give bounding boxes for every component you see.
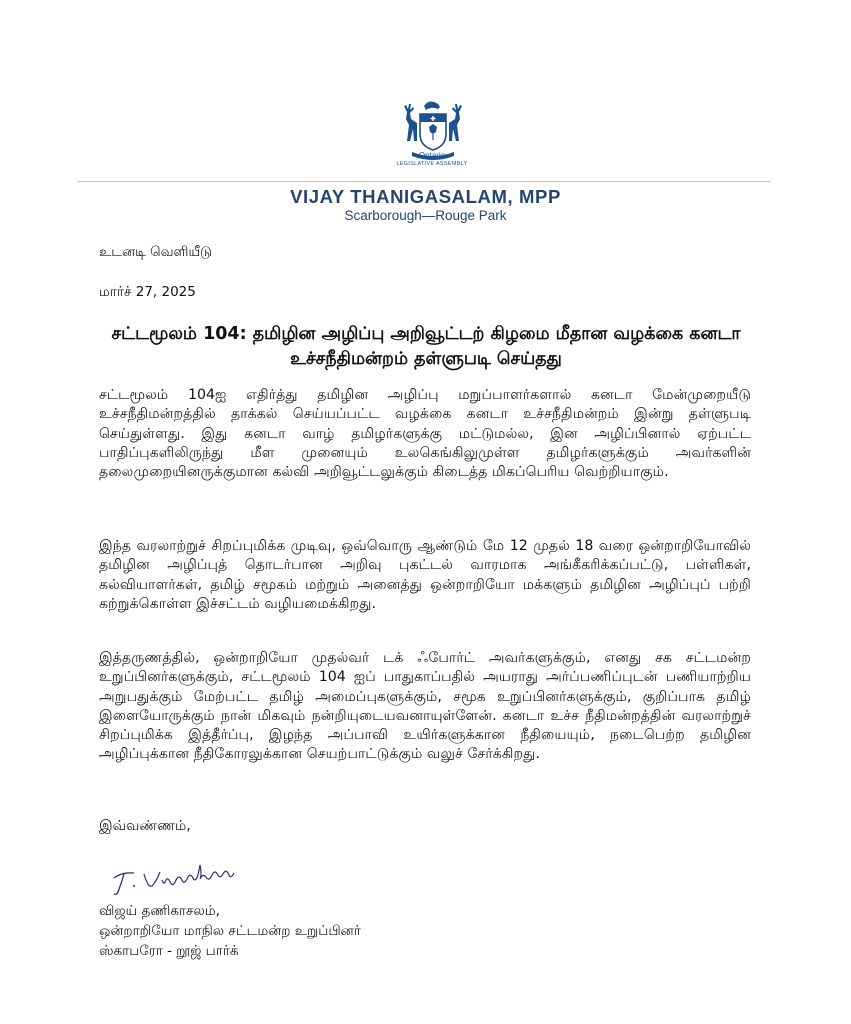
handwritten-signature: [104, 856, 280, 902]
closing: இவ்வண்ணம்,: [99, 818, 191, 834]
paragraph-1: சட்டமூலம் 104ஐ எதிர்த்து தமிழின அழிப்பு மறுப்பாளர்களால் கனடா மேன்முறையீடு உச்சநீதிமன்றத்தில் தாக்கல் செய்யப்பட்ட வழக்கை கனடா உச்சநீதிமன்றம் இன்று தள்ளுபடி செய்துள்ளது. இது கனடா வாழ் தமிழர்களுக்கு மட்டுமல்ல, இன அழிப்பினால் ஏற்பட்ட பாதிப்புகளிலிருந்து மீள முனையும் உலகெங்கிலுமுள்ள தமிழர்களுக்கும் அவர்களின் தலைமுறையினருக்குமான கல்வி அறிவூட்டலுக்கும் கிடைத்த மிகப்பெரிய வெற்றியாகும்.: [99, 387, 751, 481]
paragraph-2: இந்த வரலாற்றுச் சிறப்புமிக்க முடிவு, ஒவ்வொரு ஆண்டும் மே 12 முதல் 18 வரை ஒன்றாறியோவில் தமிழின அழிப்புத் தொடர்பான அறிவு புகட்டல் வாரமாக அங்கீகரிக்கப்பட்டு, பள்ளிகள், கல்வியாளர்கள், தமிழ் சமூகம் மற்றும் அனைத்து ஒன்றாறியோ மக்களும் தமிழின அழிப்புப் பற்றி கற்றுக்கொள்ள இச்சட்டம் வழியமைக்கிறது.: [99, 538, 751, 612]
signatory-name: விஜய் தணிகாசலம்,: [99, 903, 220, 919]
signatory-title: ஒன்றாறியோ மாநில சட்டமன்ற உறுப்பினர்: [99, 923, 361, 939]
crest-caption-ontario: Ontario: [418, 151, 446, 160]
signatory-riding: ஸ்காபரோ - றூஜ் பார்க்: [99, 943, 239, 959]
headline: சட்டமூலம் 104: தமிழின அழிப்பு அறிவூட்டற் கிழமை மீதான வழக்கை கனடா உச்சநீதிமன்றம் தள்ளுபடி செய்தது: [111, 324, 741, 369]
release-label: உடனடி வெளியீடு: [99, 244, 213, 260]
release-date: மார்ச் 27, 2025: [99, 284, 196, 300]
crest-caption-legislative-assembly: LEGISLATIVE ASSEMBLY: [396, 161, 468, 167]
letterhead-divider: [78, 181, 770, 182]
mpp-name: VIJAY THANIGASALAM, MPP: [290, 186, 561, 207]
mpp-riding: Scarborough—Rouge Park: [344, 208, 507, 223]
paragraph-3: இத்தருணத்தில், ஒன்றாறியோ முதல்வர் டக் ஃபோர்ட் அவர்களுக்கும், எனது சக சட்டமன்ற உறுப்பினர்களுக்கும், சட்டமூலம் 104 ஐப் பாதுகாப்பதில் அயராது அர்ப்பணிப்புடன் பணியாற்றிய அறுபதுக்கும் மேற்பட்ட தமிழ் அமைப்புகளுக்கும், சமூக உறுப்பினர்களுக்கும், குறிப்பாக தமிழ் இளையோருக்கும் நான் மிகவும் நன்றியுடையவனாயுள்ளேன். கனடா உச்ச நீதிமன்றத்தின் வரலாற்றுச் சிறப்புமிக்க இத்தீர்ப்பு, இழந்த அப்பாவி உயிர்களுக்கான நீதியையும், நடைபெற்ற தமிழின அழிப்புக்கான நீதிகோரலுக்கான செயற்பாட்டுக்கும் வலுச் சேர்க்கிறது.: [99, 650, 751, 763]
